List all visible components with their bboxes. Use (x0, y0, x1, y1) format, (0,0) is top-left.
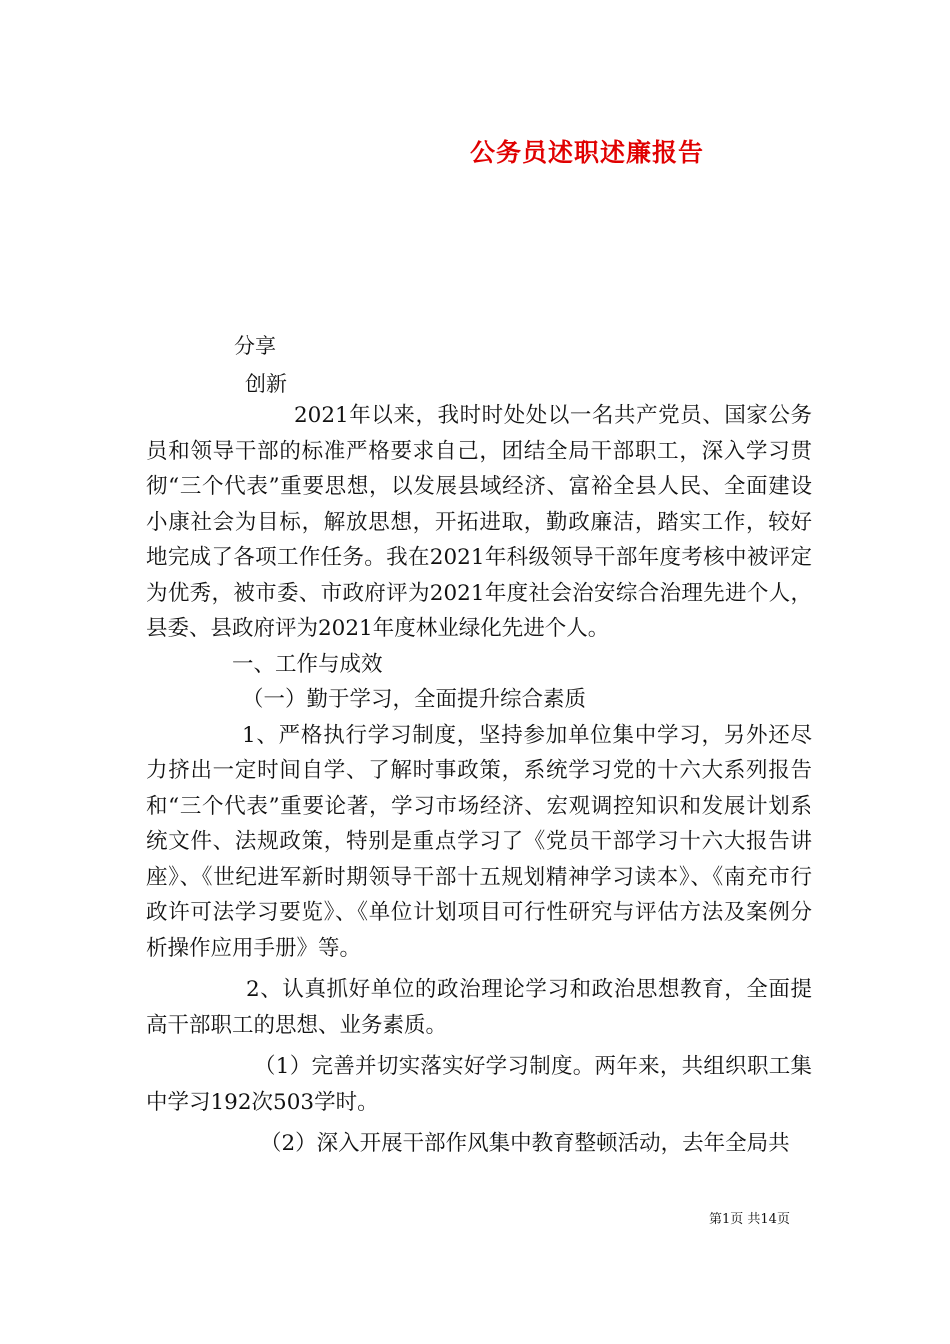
item-paragraph-2: 2、认真抓好单位的政治理论学习和政治思想教育，全面提高干部职工的思想、业务素质。 (146, 977, 812, 1038)
intro-paragraph: 2021年以来，我时时处处以一名共产党员、国家公务员和领导干部的标准严格要求自己，团结全局干部职工，深入学习贯彻“三个代表”重要思想，以发展县域经济、富裕全县人民、全面建设小康社会为目标，解放思想，开拓进取，勤政廉洁，踏实工作，较好地完成了各项工作任务。我在2021年科级领导干部年度考核中被评定为优秀，被市委、市政府评为2021年度社会治安综合治理先进个人，县委、县政府评为2021年度林业绿化先进个人。 (146, 403, 812, 641)
page-number: 第1页 共14页 (709, 1212, 790, 1227)
document-title: 公务员述职述廉报告 (470, 138, 705, 167)
section-heading: 一、工作与成效 (232, 651, 383, 677)
document-body (146, 398, 812, 1162)
innovation-label: 创新 (245, 372, 287, 396)
item-paragraph-1: 1、严格执行学习制度，坚持参加单位集中学习，另外还尽力挤出一定时间自学、了解时事政策，系统学习党的十六大系列报告和“三个代表”重要论著，学习市场经济、宏观调控知识和发展计划系统文件、法规政策，特别是重点学习了《党员干部学习十六大报告讲座》、《世纪进军新时期领导干部十五规划精神学习读本》、《南充市行政许可法学习要览》、《单位计划项目可行性研究与评估方法及案例分析操作应用手册》等。 (146, 722, 812, 961)
share-label: 分享 (234, 334, 276, 358)
sub-item-paragraph-1: （1）完善并切实落实好学习制度。两年来，共组织职工集中学习192次503学时。 (146, 1054, 812, 1115)
subsection-heading: （一）勤于学习，全面提升综合素质 (242, 687, 587, 712)
sub-item-paragraph-2: （2）深入开展干部作风集中教育整顿活动，去年全局共 (260, 1131, 790, 1156)
